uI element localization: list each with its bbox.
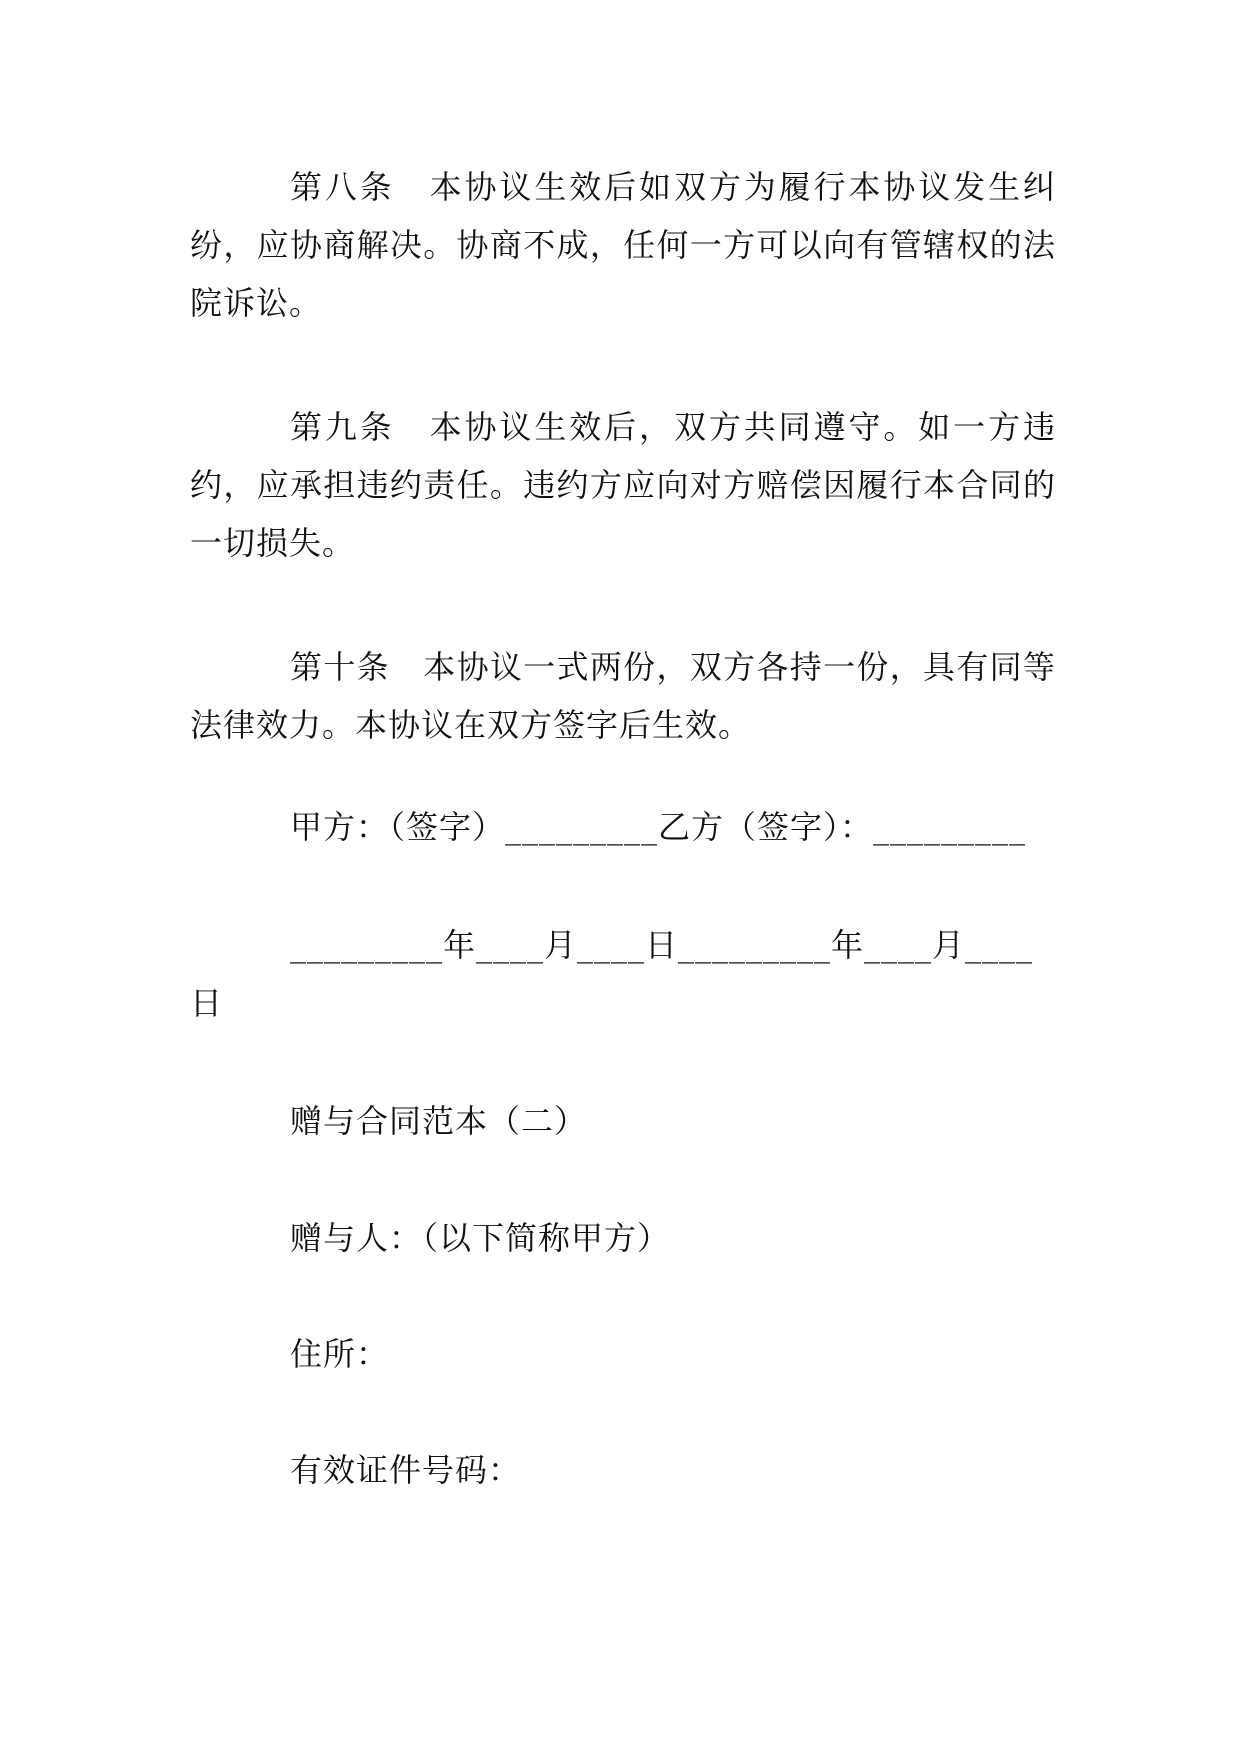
date-line: _________年____月____日_________年____月____日 [190,926,1034,1022]
id-number-line: 有效证件号码： [290,1451,522,1489]
signature-line: 甲方：（签字）_________乙方（签字）：_________ [290,808,1027,846]
donor-line: 赠与人：（以下简称甲方） [290,1219,671,1257]
article-8-paragraph: 第八条 本协议生效后如双方为履行本协议发生纠纷，应协商解决。协商不成，任何一方可以向有管辖权的法院诉讼。 [190,168,1056,322]
address-line: 住所： [290,1335,390,1373]
article-10-paragraph: 第十条 本协议一式两份，双方各持一份，具有同等法律效力。本协议在双方签字后生效。 [190,648,1056,744]
article-9-paragraph: 第九条 本协议生效后，双方共同遵守。如一方违约，应承担违约责任。违约方应向对方赔偿因履行本合同的一切损失。 [190,408,1056,562]
template-2-title: 赠与合同范本（二） [290,1102,588,1140]
